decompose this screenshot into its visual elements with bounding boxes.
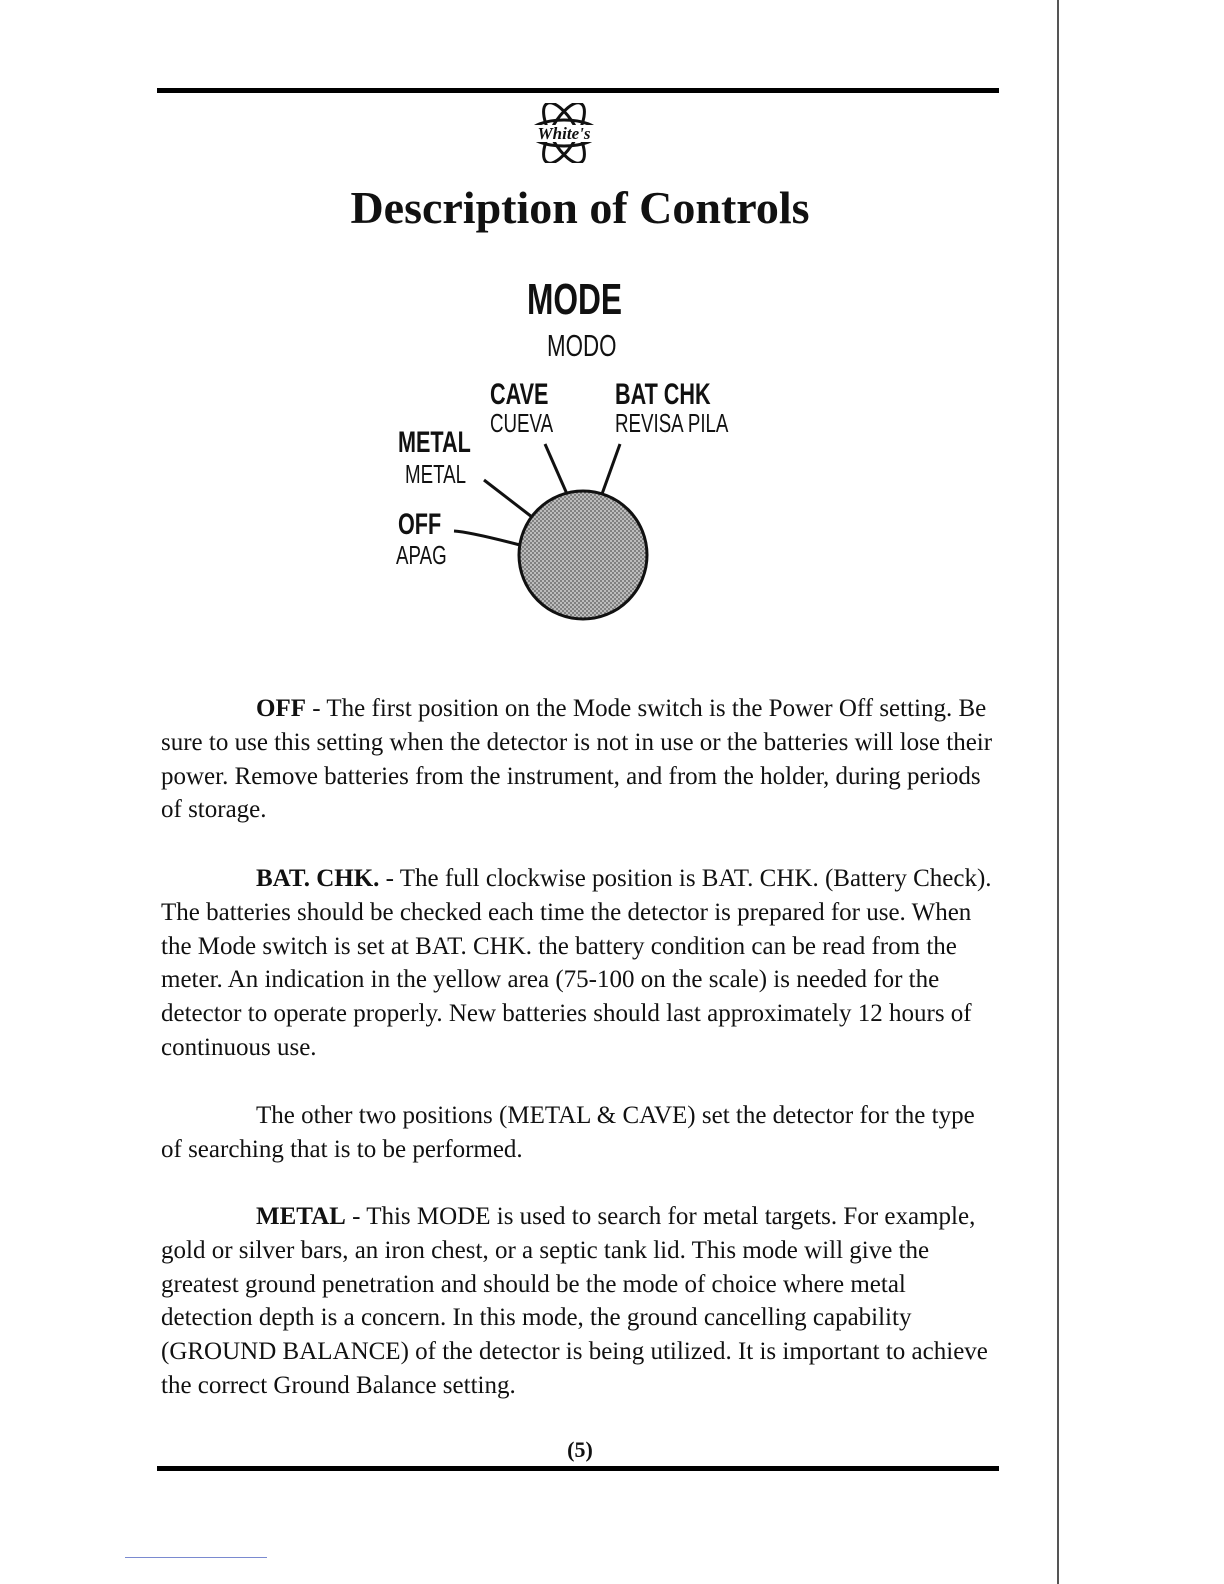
pointer-cave [545, 444, 567, 494]
paragraph-off [161, 692, 1001, 827]
position-label-metal: METAL [398, 426, 471, 459]
mode-title: MODE [527, 275, 623, 324]
paragraph-metal [161, 1200, 1001, 1403]
mode-knob [519, 491, 647, 619]
page-title: Description of Controls [350, 182, 810, 233]
logo-text: White's [537, 124, 591, 143]
position-label-bat-chk: BAT CHK [615, 378, 711, 411]
page-edge-line [1057, 0, 1059, 1584]
paragraph-bat-chk [161, 862, 1001, 1065]
position-label-cave-spanish: CUEVA [490, 408, 554, 438]
term-off: OFF [256, 695, 306, 722]
page-number: (5) [567, 1437, 593, 1462]
term-metal: METAL [256, 1203, 346, 1230]
whites-logo [518, 103, 610, 163]
text-bat-chk: - The full clockwise position is BAT. CHK. (Battery Check). The batteries should be checked each time the detector is prepared for use. When the Mode switch is set at BAT. CHK. the battery condition can be read from the meter. An indication in the yellow area (75-100 on the scale) is needed for the detector to operate properly. New batteries should last approximately 12 hours of continuous use. [161, 865, 992, 1061]
top-rule [157, 88, 999, 93]
mode-title-spanish: MODO [547, 328, 617, 363]
position-label-cave: CAVE [490, 378, 549, 411]
bottom-rule [157, 1466, 999, 1471]
pointer-off [454, 531, 520, 545]
position-label-metal-spanish: METAL [405, 459, 467, 489]
term-bat-chk: BAT. CHK. [256, 865, 380, 892]
pointer-metal [484, 480, 532, 517]
pointer-bat-chk [602, 444, 620, 494]
position-label-off-spanish: APAG [396, 540, 447, 570]
position-label-off: OFF [398, 508, 442, 541]
paragraph-other-positions: The other two positions (METAL & CAVE) set the detector for the type of searching that is to be performed. [161, 1102, 975, 1163]
text-off: - The first position on the Mode switch is the Power Off setting. Be sure to use this setting when the detector is not in use or the batteries will lose their power. Remove batteries from the instrument, and from the holder, during periods of storage. [161, 695, 993, 824]
position-label-bat-chk-spanish: REVISA PILA [615, 408, 729, 438]
text-metal: - This MODE is used to search for metal targets. For example, gold or silver bars, an iron chest, or a septic tank lid. This mode will give the greatest ground penetration and should be the mode of choice where metal detection depth is a concern. In this mode, the ground cancelling capability (GROUND BALANCE) of the detector is being utilized. It is important to achieve the correct Ground Balance setting. [161, 1203, 988, 1399]
corner-underline [125, 1557, 267, 1558]
